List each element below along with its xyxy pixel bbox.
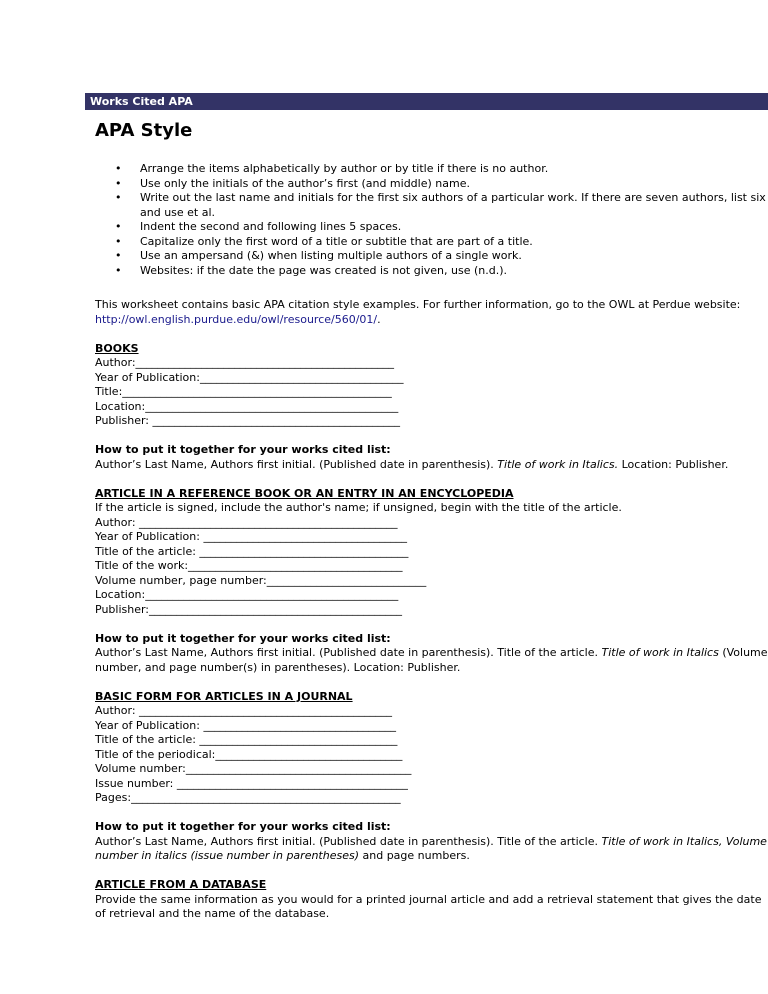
journal-together (95, 820, 768, 864)
list-item: • Write out the last name and initials for the first six authors of a particular work. If there are seven authors, list six and use et al. (140, 191, 768, 220)
list-item: • Websites: if the date the page was created is not given, use (n.d.). (140, 264, 768, 279)
reference-together-heading: How to put it together for your works cited list: (95, 631, 391, 645)
reference-field-author: Author: _______________________________________________ (95, 515, 398, 529)
document-body (95, 120, 768, 936)
journal-field-pages: Pages:_________________________________________________ (95, 791, 401, 804)
books-heading: BOOKS (95, 341, 139, 355)
list-item: • Use an ampersand (&) when listing multiple authors of a single work. (140, 249, 768, 264)
books-field-title: Title:_________________________________________________ (95, 385, 392, 398)
books-field-year: Year of Publication:_____________________________________ (95, 370, 404, 384)
journal-together-text: Author’s Last Name, Authors first initial. (Published date in parenthesis). Title of the article. Title of work in Italics, Volume number in italics (issue number in parentheses) and page numbers. (95, 834, 767, 862)
journal-field-periodical-title: Title of the periodical:__________________________________ (95, 747, 403, 761)
journal-section (95, 690, 768, 806)
header-title: Works Cited APA (90, 95, 193, 108)
reference-field-year: Year of Publication: _____________________________________ (95, 530, 407, 543)
list-item: • Capitalize only the first word of a title or subtitle that are part of a title. (140, 235, 768, 250)
database-section (95, 878, 768, 922)
books-field-location: Location:______________________________________________ (95, 399, 399, 413)
books-field-publisher: Publisher: _____________________________________________ (95, 414, 401, 427)
books-section (95, 342, 768, 429)
list-item: • Use only the initials of the author’s first (and middle) name. (140, 177, 768, 192)
reference-section (95, 487, 768, 618)
books-together-heading: How to put it together for your works cited list: (95, 443, 391, 456)
reference-field-publisher: Publisher:______________________________________________ (95, 602, 403, 616)
list-item: • Indent the second and following lines 5 spaces. (140, 220, 768, 235)
reference-field-article-title: Title of the article: ______________________________________ (95, 544, 409, 558)
reference-field-work-title: Title of the work:_______________________________________ (95, 559, 403, 572)
rules-list (95, 162, 768, 278)
reference-heading: ARTICLE IN A REFERENCE BOOK OR AN ENTRY IN AN ENCYCLOPEDIA (95, 486, 514, 500)
journal-field-issue: Issue number: __________________________________________ (95, 776, 408, 790)
journal-together-heading: How to put it together for your works cited list: (95, 820, 391, 833)
journal-field-article-title: Title of the article: ____________________________________ (95, 733, 398, 746)
reference-together (95, 632, 768, 676)
reference-field-volume-page: Volume number, page number:_____________________________ (95, 573, 427, 587)
books-field-author: Author:_______________________________________________ (95, 356, 395, 369)
journal-heading: BASIC FORM FOR ARTICLES IN A JOURNAL (95, 689, 353, 703)
page-title: APA Style (95, 120, 193, 141)
books-together-text: Author’s Last Name, Authors first initial. (Published date in parenthesis). Title of work in Italics. Location: Publisher. (95, 457, 729, 471)
journal-field-volume: Volume number:_________________________________________ (95, 762, 412, 775)
intro-paragraph: This worksheet contains basic APA citation style examples. For further information, go to the OWL at Perdue website: http://owl.english.purdue.edu/owl/resource/560/01/. (95, 298, 741, 326)
journal-field-year: Year of Publication: ___________________________________ (95, 718, 396, 732)
list-item: • Arrange the items alphabetically by author or by title if there is no author. (140, 162, 768, 177)
database-heading: ARTICLE FROM A DATABASE (95, 878, 267, 891)
section-header-bar (85, 93, 768, 110)
journal-field-author: Author: ______________________________________________ (95, 704, 393, 717)
reference-together-text: Author’s Last Name, Authors first initial. (Published date in parenthesis). Title of the article. Title of work in Italics (Volume number, and page number(s) in parentheses). Location: Publisher. (95, 646, 768, 674)
database-text: Provide the same information as you would for a printed journal article and add a retrieval statement that gives the date of retrieval and the name of the database. (95, 892, 762, 920)
books-together (95, 443, 768, 472)
reference-field-location: Location:______________________________________________ (95, 588, 399, 601)
intro-text: This worksheet contains basic APA citation style examples. For further information, go to the OWL at Perdue website: (95, 298, 741, 311)
owl-link[interactable]: http://owl.english.purdue.edu/owl/resource/560/01/ (95, 312, 378, 326)
reference-note: If the article is signed, include the author's name; if unsigned, begin with the title of the article. (95, 501, 622, 514)
